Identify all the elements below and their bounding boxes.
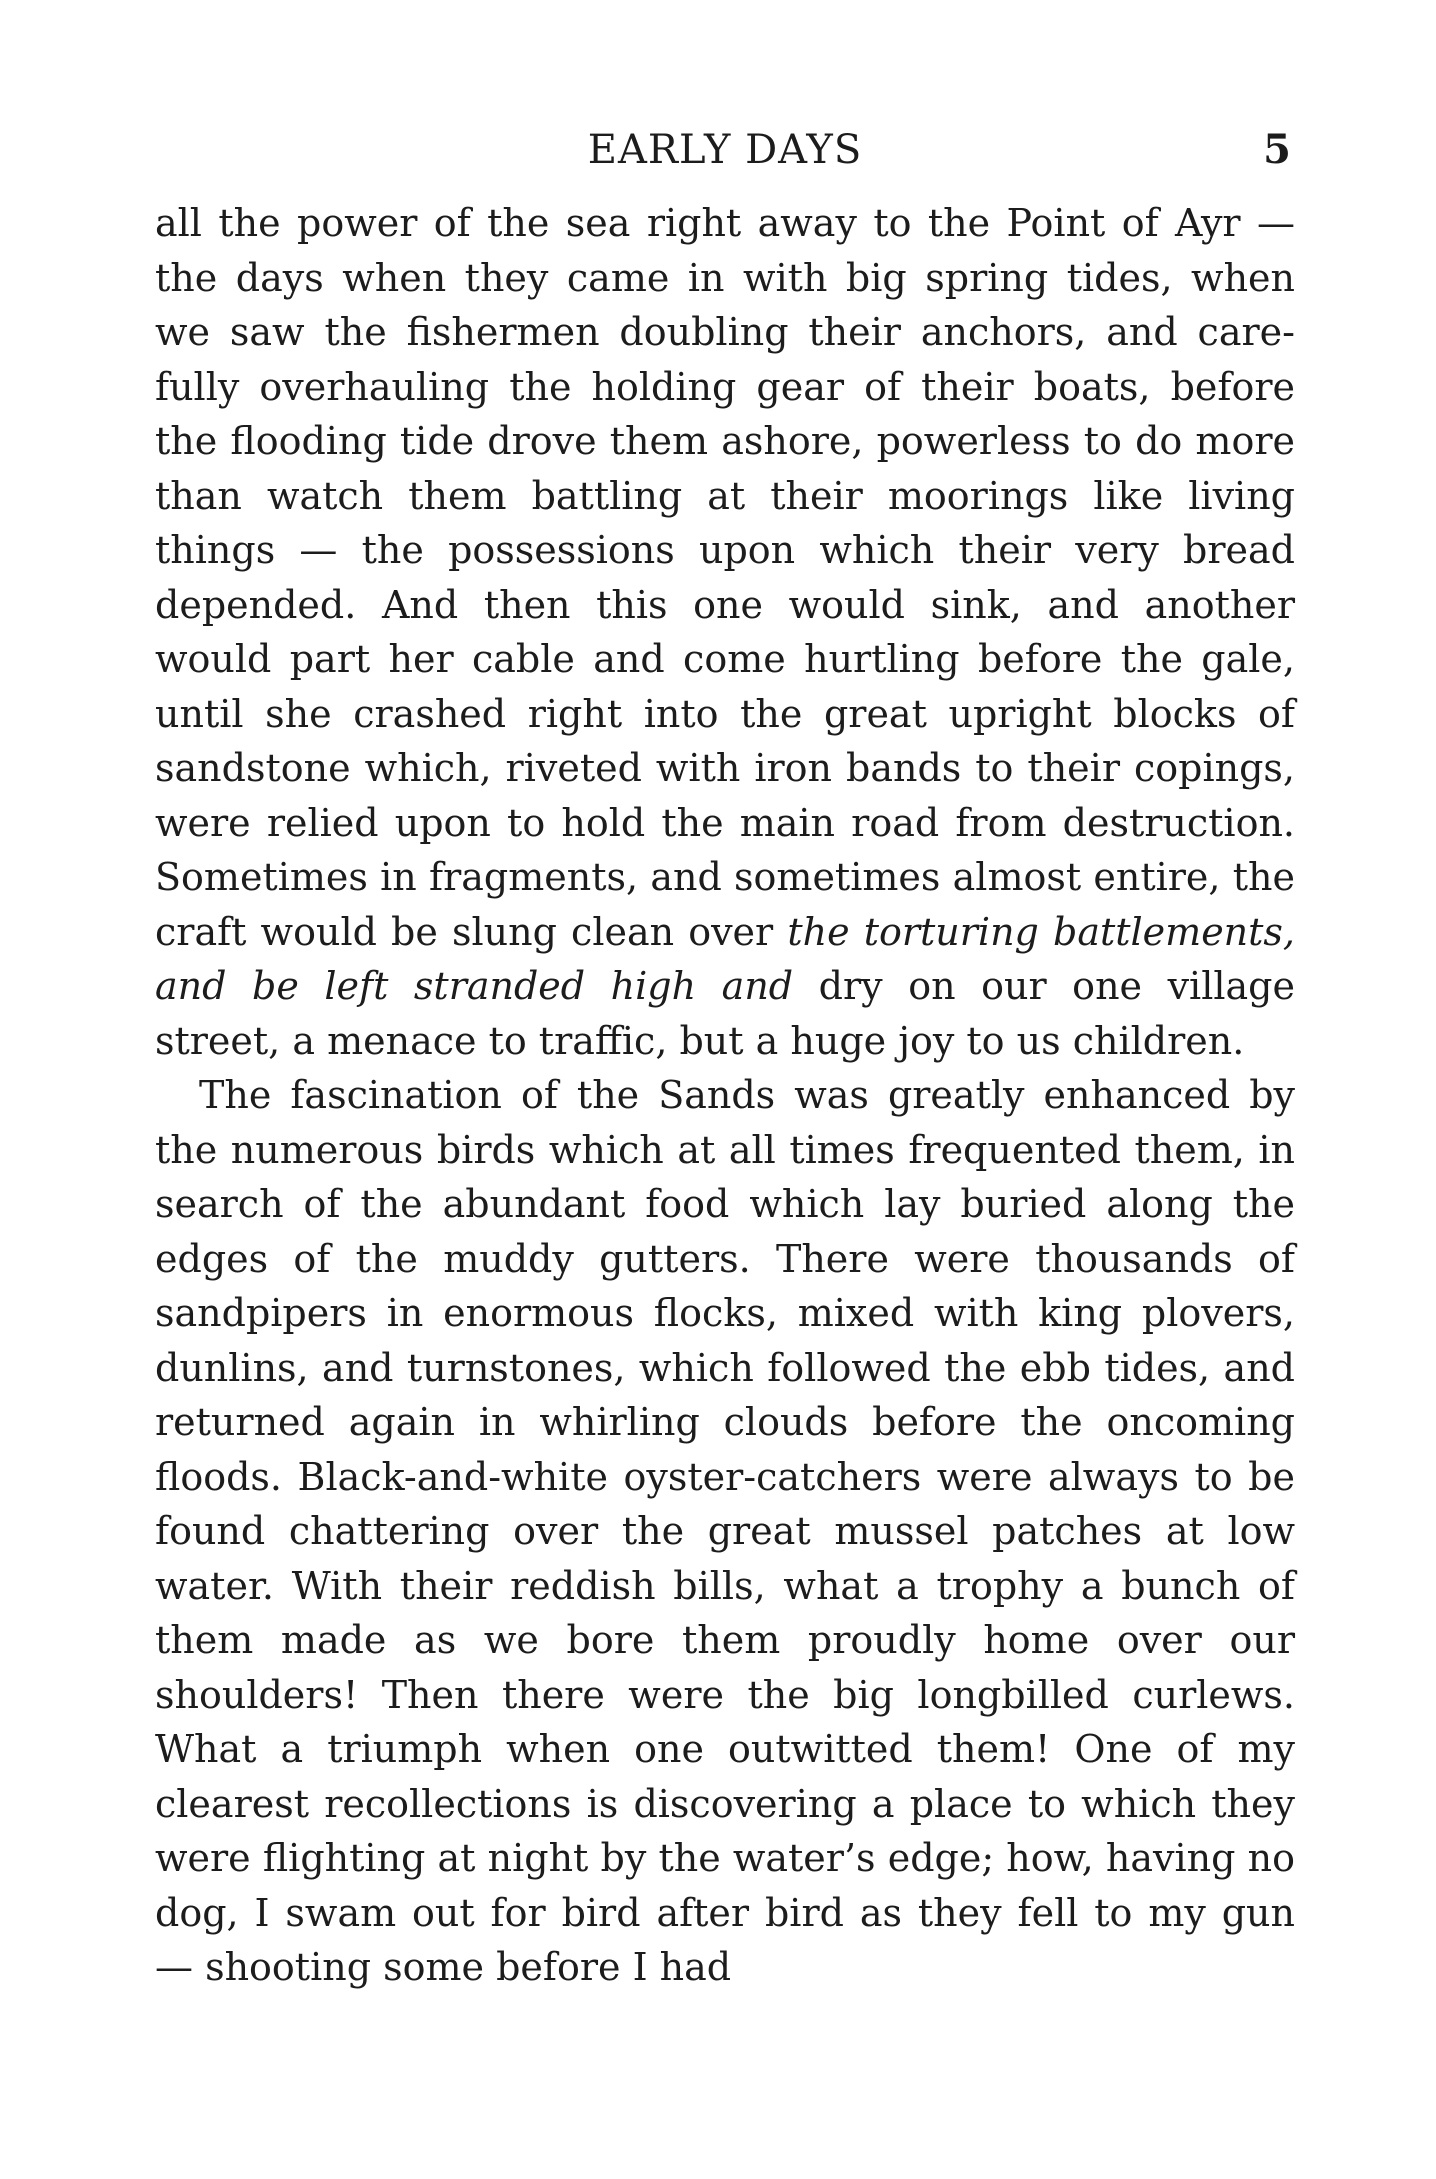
body-text xyxy=(155,196,1295,1995)
page-number: 5 xyxy=(1263,126,1291,173)
book-page xyxy=(155,120,1295,2100)
page-header xyxy=(155,120,1295,180)
paragraph-storm-part-3: dry on our one village street, a menace to traffic, but a huge joy to us children. xyxy=(155,964,1295,1063)
paragraph-storm-italic-line: the torturing battlements, and be left stranded high and xyxy=(155,909,1296,1008)
running-title: EARLY DAYS xyxy=(587,127,863,173)
paragraph-storm-part-1: all the power of the sea right away to the Point of Ayr — the days when they came in with big spring tides, when we saw the fishermen doubling their anchors, and carefully overhauling the holding gear of their boats, before the flooding tide drove them ashore, powerless to do more than watch them battling at their moorings like living things — the possessions upon which their very bread depended. And then this one would sink, and another would part her cable and come hurtling before the gale, until she crashed right into the great upright blocks of sandstone which, riveted with iron bands to their copings, were relied upon to hold the main road from destruction. Sometimes in fragments, and sometimes almost entire, the craft would be slung clean over xyxy=(155,201,1295,954)
paragraph-birds: The fascination of the Sands was greatly enhanced by the numerous birds which at all times frequented them, in search of the abundant food which lay buried along the edges of the muddy gutters. There were thousands of sandpipers in enormous flocks, mixed with king plovers, dunlins, and turnstones, which followed the ebb tides, and returned again in whirling clouds before the oncoming floods. Black-and-white oyster-catchers were always to be found chattering over the great mussel patches at low water. With their reddish bills, what a trophy a bunch of them made as we bore them proudly home over our shoulders! Then there were the big longbilled curlews. What a triumph when one outwitted them! One of my clearest recollections is discovering a place to which they were flighting at night by the water’s edge; how, having no dog, I swam out for bird after bird as they fell to my gun — shooting some before I had xyxy=(155,1073,1295,1989)
paragraph-storm xyxy=(155,196,1295,1068)
